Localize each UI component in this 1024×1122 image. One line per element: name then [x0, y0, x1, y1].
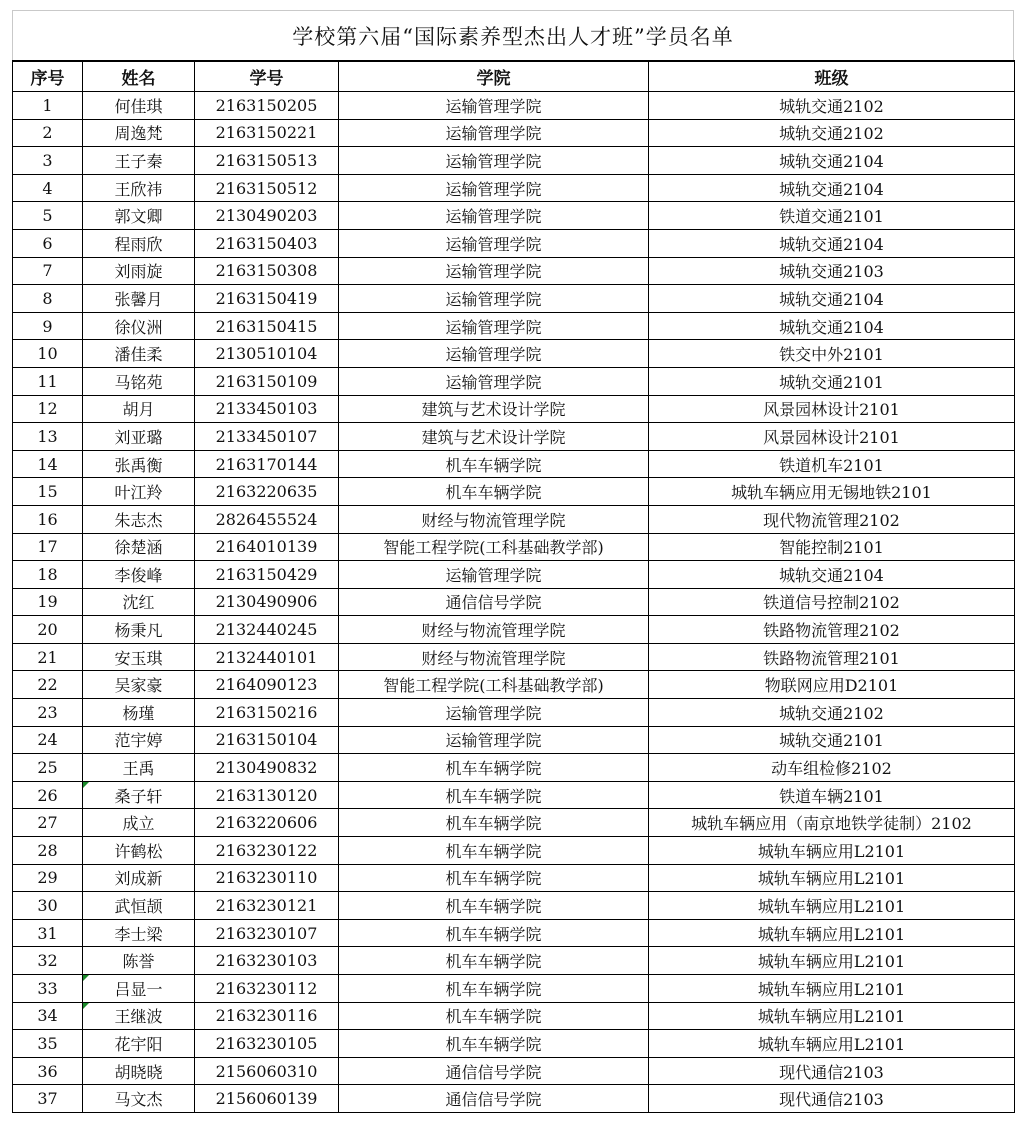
college-cell: 财经与物流管理学院 [339, 505, 649, 533]
table-row [13, 919, 1015, 947]
seq-cell: 32 [13, 947, 83, 975]
name-cell [83, 699, 195, 727]
table-row [13, 229, 1015, 257]
student-id-cell: 2163230121 [195, 892, 339, 920]
class-cell: 铁道信号控制2102 [649, 588, 1015, 616]
name-cell [83, 450, 195, 478]
name-text: 成立 [122, 814, 155, 834]
name-text: 杨瑾 [122, 703, 155, 723]
seq-cell: 13 [13, 423, 83, 451]
college-cell: 财经与物流管理学院 [339, 616, 649, 644]
class-cell: 城轨交通2103 [649, 257, 1015, 285]
name-cell [83, 616, 195, 644]
name-cell [83, 202, 195, 230]
seq-cell: 34 [13, 1002, 83, 1030]
name-text: 胡晓晓 [114, 1062, 163, 1082]
name-cell [83, 781, 195, 809]
name-cell [83, 174, 195, 202]
seq-cell: 23 [13, 699, 83, 727]
class-cell: 城轨交通2101 [649, 726, 1015, 754]
name-cell [83, 947, 195, 975]
seq-cell: 6 [13, 229, 83, 257]
college-cell: 运输管理学院 [339, 340, 649, 368]
name-text: 花宇阳 [114, 1034, 163, 1054]
name-text: 潘佳柔 [114, 345, 163, 365]
table-row [13, 1085, 1015, 1113]
seq-cell: 18 [13, 561, 83, 589]
college-cell: 运输管理学院 [339, 726, 649, 754]
header-class: 班级 [649, 61, 1015, 92]
college-cell: 运输管理学院 [339, 202, 649, 230]
student-id-cell: 2163150429 [195, 561, 339, 589]
table-row [13, 975, 1015, 1003]
class-cell: 城轨交通2104 [649, 229, 1015, 257]
name-cell [83, 643, 195, 671]
table-row [13, 561, 1015, 589]
table-row [13, 478, 1015, 506]
table-row [13, 340, 1015, 368]
roster-title: 学校第六届“国际素养型杰出人才班”学员名单 [12, 10, 1014, 60]
name-text: 徐仪洲 [114, 317, 163, 337]
class-cell: 智能控制2101 [649, 533, 1015, 561]
name-text: 王禹 [122, 759, 155, 779]
name-cell [83, 754, 195, 782]
name-cell [83, 147, 195, 175]
student-id-cell: 2163150512 [195, 174, 339, 202]
name-text: 马铭苑 [114, 372, 163, 392]
class-cell: 城轨车辆应用L2101 [649, 837, 1015, 865]
seq-cell: 12 [13, 395, 83, 423]
college-cell: 运输管理学院 [339, 174, 649, 202]
name-cell [83, 423, 195, 451]
cell-flag-icon [83, 782, 89, 788]
name-text: 何佳琪 [114, 96, 163, 116]
student-id-cell: 2163220606 [195, 809, 339, 837]
name-cell [83, 257, 195, 285]
table-row [13, 754, 1015, 782]
class-cell: 铁交中外2101 [649, 340, 1015, 368]
student-id-cell: 2130510104 [195, 340, 339, 368]
name-text: 刘亚璐 [114, 427, 163, 447]
table-row [13, 864, 1015, 892]
college-cell: 机车车辆学院 [339, 975, 649, 1003]
name-cell [83, 1030, 195, 1058]
college-cell: 运输管理学院 [339, 699, 649, 727]
name-cell [83, 892, 195, 920]
name-cell [83, 1085, 195, 1113]
table-row [13, 395, 1015, 423]
student-id-cell: 2156060139 [195, 1085, 339, 1113]
name-text: 李士梁 [114, 924, 163, 944]
table-row [13, 699, 1015, 727]
student-id-cell: 2163230122 [195, 837, 339, 865]
table-row [13, 809, 1015, 837]
table-row [13, 892, 1015, 920]
name-text: 许鹤松 [114, 841, 163, 861]
name-text: 张馨月 [114, 289, 163, 309]
name-cell [83, 561, 195, 589]
seq-cell: 19 [13, 588, 83, 616]
table-row [13, 174, 1015, 202]
name-cell [83, 1002, 195, 1030]
college-cell: 运输管理学院 [339, 561, 649, 589]
college-cell: 运输管理学院 [339, 229, 649, 257]
student-id-cell: 2163150308 [195, 257, 339, 285]
class-cell: 铁路物流管理2102 [649, 616, 1015, 644]
student-id-cell: 2163220635 [195, 478, 339, 506]
class-cell: 风景园林设计2101 [649, 395, 1015, 423]
class-cell: 铁道机车2101 [649, 450, 1015, 478]
class-cell: 城轨交通2104 [649, 312, 1015, 340]
seq-cell: 37 [13, 1085, 83, 1113]
class-cell: 城轨车辆应用L2101 [649, 947, 1015, 975]
name-cell [83, 919, 195, 947]
college-cell: 机车车辆学院 [339, 892, 649, 920]
class-cell: 动车组检修2102 [649, 754, 1015, 782]
seq-cell: 35 [13, 1030, 83, 1058]
name-text: 杨秉凡 [114, 621, 163, 641]
table-row [13, 119, 1015, 147]
table-row [13, 312, 1015, 340]
college-cell: 运输管理学院 [339, 119, 649, 147]
college-cell: 机车车辆学院 [339, 450, 649, 478]
cell-flag-icon [83, 975, 89, 981]
student-id-cell: 2163230103 [195, 947, 339, 975]
class-cell: 城轨车辆应用L2101 [649, 1002, 1015, 1030]
seq-cell: 33 [13, 975, 83, 1003]
student-id-cell: 2163150415 [195, 312, 339, 340]
name-text: 周逸梵 [114, 124, 163, 144]
header-student-id: 学号 [195, 61, 339, 92]
name-text: 安玉琪 [114, 648, 163, 668]
seq-cell: 22 [13, 671, 83, 699]
name-text: 陈誉 [122, 952, 155, 972]
name-text: 刘成新 [114, 869, 163, 889]
student-id-cell: 2163170144 [195, 450, 339, 478]
name-cell [83, 340, 195, 368]
table-row [13, 726, 1015, 754]
table-row [13, 257, 1015, 285]
student-id-cell: 2132440245 [195, 616, 339, 644]
student-id-cell: 2826455524 [195, 505, 339, 533]
seq-cell: 9 [13, 312, 83, 340]
class-cell: 铁路物流管理2101 [649, 643, 1015, 671]
table-row [13, 367, 1015, 395]
student-id-cell: 2163230116 [195, 1002, 339, 1030]
name-text: 王子秦 [114, 151, 163, 171]
class-cell: 城轨交通2101 [649, 367, 1015, 395]
seq-cell: 14 [13, 450, 83, 478]
seq-cell: 17 [13, 533, 83, 561]
class-cell: 物联网应用D2101 [649, 671, 1015, 699]
student-id-cell: 2163150403 [195, 229, 339, 257]
class-cell: 城轨交通2102 [649, 699, 1015, 727]
table-row [13, 643, 1015, 671]
seq-cell: 11 [13, 367, 83, 395]
college-cell: 机车车辆学院 [339, 1002, 649, 1030]
roster-sheet [12, 10, 1014, 1113]
table-row [13, 837, 1015, 865]
college-cell: 机车车辆学院 [339, 754, 649, 782]
name-text: 张禹衡 [114, 455, 163, 475]
student-id-cell: 2163150205 [195, 92, 339, 120]
class-cell: 城轨车辆应用（南京地铁学徒制）2102 [649, 809, 1015, 837]
college-cell: 运输管理学院 [339, 285, 649, 313]
cell-flag-icon [83, 1003, 89, 1009]
name-cell [83, 837, 195, 865]
student-id-cell: 2163150109 [195, 367, 339, 395]
student-id-cell: 2156060310 [195, 1057, 339, 1085]
table-row [13, 1057, 1015, 1085]
table-row [13, 147, 1015, 175]
college-cell: 运输管理学院 [339, 257, 649, 285]
class-cell: 城轨交通2102 [649, 92, 1015, 120]
table-row [13, 423, 1015, 451]
name-text: 马文杰 [114, 1090, 163, 1110]
name-text: 郭文卿 [114, 207, 163, 227]
seq-cell: 28 [13, 837, 83, 865]
name-text: 叶江羚 [114, 483, 163, 503]
seq-cell: 29 [13, 864, 83, 892]
header-name: 姓名 [83, 61, 195, 92]
class-cell: 铁道交通2101 [649, 202, 1015, 230]
student-id-cell: 2132440101 [195, 643, 339, 671]
student-id-cell: 2163150104 [195, 726, 339, 754]
class-cell: 城轨车辆应用无锡地铁2101 [649, 478, 1015, 506]
name-cell [83, 505, 195, 533]
class-cell: 现代物流管理2102 [649, 505, 1015, 533]
table-row [13, 671, 1015, 699]
class-cell: 风景园林设计2101 [649, 423, 1015, 451]
college-cell: 机车车辆学院 [339, 809, 649, 837]
name-cell [83, 726, 195, 754]
college-cell: 运输管理学院 [339, 147, 649, 175]
name-text: 吴家豪 [114, 676, 163, 696]
student-id-cell: 2164090123 [195, 671, 339, 699]
student-id-cell: 2163150221 [195, 119, 339, 147]
name-text: 胡月 [122, 400, 155, 420]
college-cell: 通信信号学院 [339, 588, 649, 616]
seq-cell: 30 [13, 892, 83, 920]
student-id-cell: 2130490203 [195, 202, 339, 230]
name-cell [83, 533, 195, 561]
student-id-cell: 2163230110 [195, 864, 339, 892]
table-row [13, 505, 1015, 533]
seq-cell: 36 [13, 1057, 83, 1085]
student-id-cell: 2163150216 [195, 699, 339, 727]
table-row [13, 1002, 1015, 1030]
seq-cell: 10 [13, 340, 83, 368]
college-cell: 机车车辆学院 [339, 1030, 649, 1058]
table-row [13, 781, 1015, 809]
college-cell: 机车车辆学院 [339, 781, 649, 809]
class-cell: 城轨交通2104 [649, 561, 1015, 589]
seq-cell: 21 [13, 643, 83, 671]
class-cell: 城轨车辆应用L2101 [649, 892, 1015, 920]
student-id-cell: 2164010139 [195, 533, 339, 561]
seq-cell: 7 [13, 257, 83, 285]
seq-cell: 26 [13, 781, 83, 809]
name-text: 刘雨旋 [114, 262, 163, 282]
name-text: 李俊峰 [114, 565, 163, 585]
student-id-cell: 2130490832 [195, 754, 339, 782]
seq-cell: 3 [13, 147, 83, 175]
table-row [13, 202, 1015, 230]
name-text: 王继波 [114, 1007, 163, 1027]
header-college: 学院 [339, 61, 649, 92]
name-cell [83, 809, 195, 837]
class-cell: 城轨车辆应用L2101 [649, 919, 1015, 947]
seq-cell: 5 [13, 202, 83, 230]
college-cell: 机车车辆学院 [339, 947, 649, 975]
student-id-cell: 2163150419 [195, 285, 339, 313]
seq-cell: 1 [13, 92, 83, 120]
class-cell: 城轨交通2102 [649, 119, 1015, 147]
college-cell: 运输管理学院 [339, 367, 649, 395]
student-id-cell: 2133450107 [195, 423, 339, 451]
college-cell: 财经与物流管理学院 [339, 643, 649, 671]
seq-cell: 2 [13, 119, 83, 147]
college-cell: 机车车辆学院 [339, 919, 649, 947]
name-text: 王欣祎 [114, 179, 163, 199]
name-text: 武恒颉 [114, 897, 163, 917]
college-cell: 机车车辆学院 [339, 837, 649, 865]
name-text: 朱志杰 [114, 510, 163, 530]
name-text: 桑子轩 [114, 786, 163, 806]
name-cell [83, 395, 195, 423]
college-cell: 通信信号学院 [339, 1057, 649, 1085]
seq-cell: 27 [13, 809, 83, 837]
name-text: 吕显一 [114, 979, 163, 999]
name-text: 沈红 [122, 593, 155, 613]
name-cell [83, 229, 195, 257]
name-cell [83, 975, 195, 1003]
seq-cell: 4 [13, 174, 83, 202]
table-row [13, 285, 1015, 313]
table-row [13, 947, 1015, 975]
class-cell: 现代通信2103 [649, 1085, 1015, 1113]
student-id-cell: 2163230112 [195, 975, 339, 1003]
college-cell: 智能工程学院(工科基础教学部) [339, 671, 649, 699]
name-text: 徐楚涵 [114, 538, 163, 558]
college-cell: 机车车辆学院 [339, 864, 649, 892]
college-cell: 运输管理学院 [339, 312, 649, 340]
class-cell: 铁道车辆2101 [649, 781, 1015, 809]
class-cell: 城轨车辆应用L2101 [649, 864, 1015, 892]
header-seq: 序号 [13, 61, 83, 92]
student-id-cell: 2163230105 [195, 1030, 339, 1058]
name-cell [83, 1057, 195, 1085]
table-row [13, 616, 1015, 644]
student-id-cell: 2133450103 [195, 395, 339, 423]
class-cell: 城轨车辆应用L2101 [649, 1030, 1015, 1058]
roster-body [13, 92, 1015, 1113]
name-cell [83, 588, 195, 616]
table-row [13, 588, 1015, 616]
college-cell: 运输管理学院 [339, 92, 649, 120]
student-id-cell: 2130490906 [195, 588, 339, 616]
class-cell: 城轨车辆应用L2101 [649, 975, 1015, 1003]
table-row [13, 450, 1015, 478]
seq-cell: 25 [13, 754, 83, 782]
seq-cell: 20 [13, 616, 83, 644]
student-id-cell: 2163130120 [195, 781, 339, 809]
class-cell: 城轨交通2104 [649, 174, 1015, 202]
seq-cell: 31 [13, 919, 83, 947]
roster-table [12, 60, 1015, 1113]
name-cell [83, 367, 195, 395]
class-cell: 城轨交通2104 [649, 147, 1015, 175]
college-cell: 建筑与艺术设计学院 [339, 395, 649, 423]
student-id-cell: 2163150513 [195, 147, 339, 175]
header-row [13, 61, 1015, 92]
name-cell [83, 285, 195, 313]
college-cell: 机车车辆学院 [339, 478, 649, 506]
name-cell [83, 671, 195, 699]
name-cell [83, 864, 195, 892]
college-cell: 通信信号学院 [339, 1085, 649, 1113]
name-cell [83, 312, 195, 340]
student-id-cell: 2163230107 [195, 919, 339, 947]
college-cell: 建筑与艺术设计学院 [339, 423, 649, 451]
seq-cell: 8 [13, 285, 83, 313]
name-cell [83, 119, 195, 147]
name-text: 范宇婷 [114, 731, 163, 751]
table-row [13, 92, 1015, 120]
class-cell: 城轨交通2104 [649, 285, 1015, 313]
seq-cell: 16 [13, 505, 83, 533]
table-row [13, 533, 1015, 561]
name-cell [83, 92, 195, 120]
name-text: 程雨欣 [114, 234, 163, 254]
table-row [13, 1030, 1015, 1058]
name-cell [83, 478, 195, 506]
class-cell: 现代通信2103 [649, 1057, 1015, 1085]
seq-cell: 24 [13, 726, 83, 754]
college-cell: 智能工程学院(工科基础教学部) [339, 533, 649, 561]
seq-cell: 15 [13, 478, 83, 506]
